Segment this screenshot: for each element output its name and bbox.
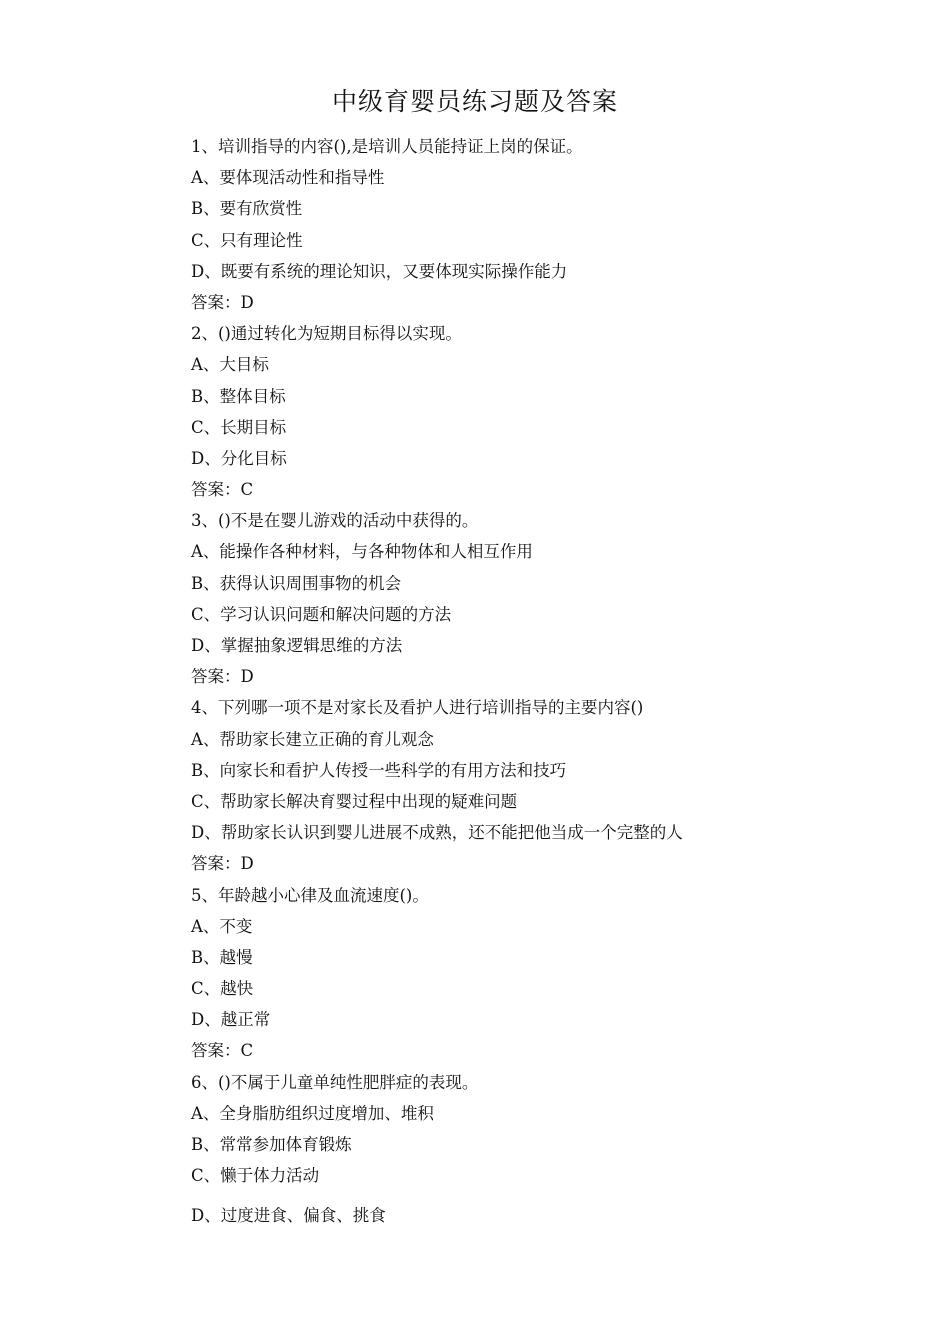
question-3: [191, 505, 891, 692]
option-c: C、只有理论性: [191, 230, 303, 250]
option-a: A、要体现活动性和指导性: [191, 168, 385, 188]
option-d: D、过度进食、偏食、挑食: [191, 1206, 386, 1226]
question-5: [191, 880, 891, 1067]
question-stem: 2、()通过转化为短期目标得以实现。: [191, 324, 462, 344]
option-d: D、分化目标: [191, 448, 287, 468]
option-c: C、帮助家长解决育婴过程中出现的疑难问题: [191, 791, 518, 811]
option-b: B、向家长和看护人传授一些科学的有用方法和技巧: [191, 760, 567, 780]
answer: 答案：D: [191, 667, 254, 687]
option-c: C、学习认识问题和解决问题的方法: [191, 604, 452, 624]
option-a: A、大目标: [191, 355, 269, 375]
question-4: [191, 692, 891, 879]
question-stem: 4、下列哪一项不是对家长及看护人进行培训指导的主要内容(): [191, 698, 644, 718]
answer: 答案：D: [191, 854, 254, 874]
option-c: C、越快: [191, 979, 254, 999]
option-d: D、越正常: [191, 1010, 271, 1030]
question-stem: 3、()不是在婴儿游戏的活动中获得的。: [191, 511, 479, 531]
answer: 答案：C: [191, 1041, 254, 1061]
option-b: B、越慢: [191, 947, 253, 967]
question-list: [191, 131, 891, 1232]
option-d: D、掌握抽象逻辑思维的方法: [191, 636, 403, 655]
answer: 答案：C: [191, 480, 254, 500]
option-c: C、长期目标: [191, 417, 287, 437]
question-stem: 5、年龄越小心律及血流速度()。: [191, 885, 429, 905]
option-a: A、能操作各种材料，与各种物体和人相互作用: [191, 542, 533, 562]
option-b: B、获得认识周围事物的机会: [191, 573, 402, 593]
option-d: D、既要有系统的理论知识，又要体现实际操作能力: [191, 261, 568, 281]
question-1: [191, 131, 891, 318]
option-a: A、帮助家长建立正确的育儿观念: [191, 729, 434, 749]
answer: 答案：D: [191, 292, 254, 312]
option-a: A、不变: [191, 916, 253, 936]
option-b: B、要有欣赏性: [191, 199, 303, 219]
option-c: C、懒于体力活动: [191, 1166, 320, 1186]
question-stem: 6、()不属于儿童单纯性肥胖症的表现。: [191, 1072, 479, 1092]
question-6: [191, 1067, 891, 1232]
option-b: B、常常参加体育锻炼: [191, 1135, 352, 1154]
option-a: A、全身脂肪组织过度增加、堆积: [191, 1103, 434, 1123]
option-d: D、帮助家长认识到婴儿进展不成熟，还不能把他当成一个完整的人: [191, 823, 683, 843]
question-2: [191, 318, 891, 505]
question-stem: 1、培训指导的内容(),是培训人员能持证上岗的保证。: [191, 137, 583, 156]
option-b: B、整体目标: [191, 386, 286, 406]
document-title: 中级育婴员练习题及答案: [331, 87, 618, 116]
